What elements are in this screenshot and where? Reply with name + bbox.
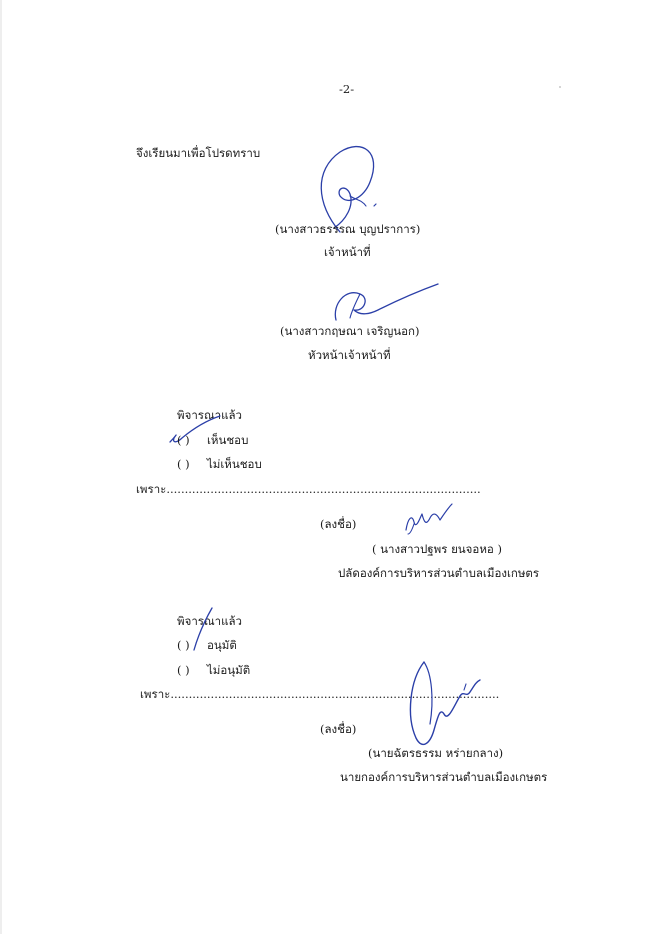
head-officer-name: (นางสาวกฤษณา เจริญนอก) bbox=[280, 324, 420, 338]
scan-speck bbox=[559, 86, 561, 88]
officer-name: (นางสาวธรรรณ บุญปราการ) bbox=[275, 222, 421, 236]
approval-reason-line: เพราะ.......................................................................................... bbox=[140, 687, 500, 701]
disagree-label: ไม่เห็นชอบ bbox=[207, 457, 262, 471]
deputy-name: ( นางสาวปฐพร ยนจอหอ ) bbox=[372, 542, 502, 556]
head-officer-position: หัวหน้าเจ้าหน้าที่ bbox=[308, 348, 391, 362]
approval-signed-label: (ลงชื่อ) bbox=[320, 722, 357, 736]
reject-checkbox[interactable]: ( ) bbox=[177, 663, 190, 677]
scan-edge bbox=[0, 0, 2, 934]
opinion-signed-label: (ลงชื่อ) bbox=[320, 517, 357, 531]
head-officer-signature bbox=[330, 280, 442, 328]
approval-considered: พิจารณาแล้ว bbox=[177, 614, 242, 628]
agree-label: เห็นชอบ bbox=[207, 433, 249, 447]
closing-line: จึงเรียนมาเพื่อโปรดทราบ bbox=[136, 146, 261, 160]
mayor-name: (นายฉัตรธรรม หร่ายกลาง) bbox=[368, 746, 504, 760]
deputy-position: ปลัดองค์การบริหารส่วนตำบลเมืองเกษตร bbox=[338, 566, 540, 580]
mayor-signature bbox=[404, 660, 484, 752]
agree-checkbox[interactable]: ( ) bbox=[177, 433, 190, 447]
reject-label: ไม่อนุมัติ bbox=[207, 663, 251, 677]
approve-label: อนุมัติ bbox=[207, 638, 237, 652]
opinion-reason-line: เพราะ...................................................................................... bbox=[136, 482, 481, 496]
opinion-considered: พิจารณาแล้ว bbox=[177, 408, 242, 422]
disagree-checkbox[interactable]: ( ) bbox=[177, 457, 190, 471]
mayor-position: นายกองค์การบริหารส่วนตำบลเมืองเกษตร bbox=[340, 770, 548, 784]
officer-position: เจ้าหน้าที่ bbox=[324, 245, 371, 259]
approve-checkbox[interactable]: ( ) bbox=[177, 638, 190, 652]
deputy-signature bbox=[400, 500, 456, 536]
page-number: -2- bbox=[339, 82, 355, 96]
